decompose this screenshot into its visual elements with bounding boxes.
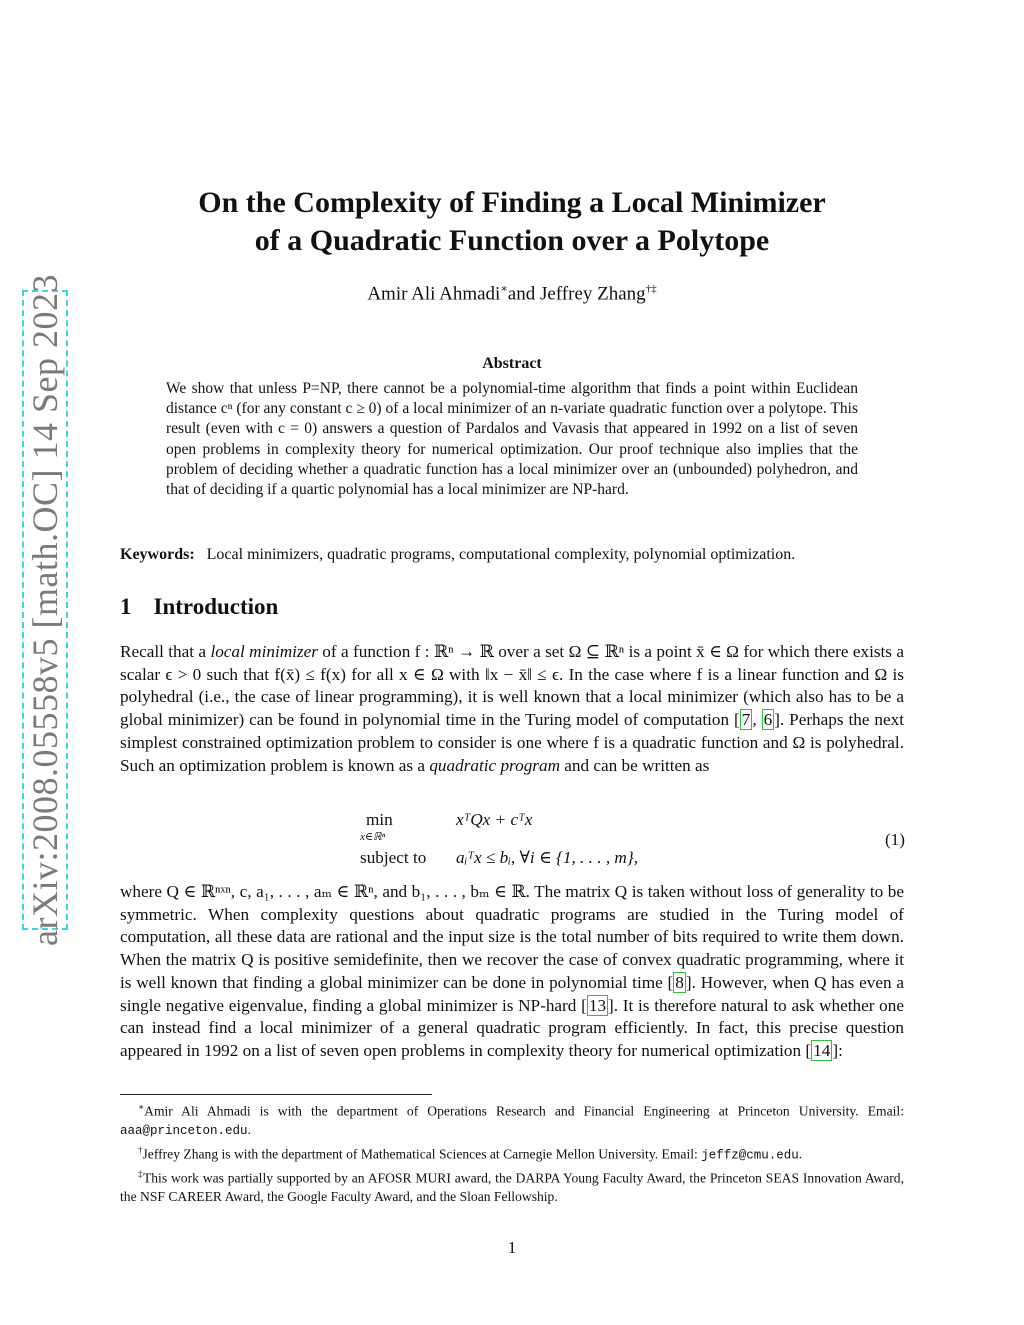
eq-constraint: aᵢᵀx ≤ bᵢ, ∀i ∈ {1, . . . , m}, (456, 848, 638, 867)
abstract-text: We show that unless P=NP, there cannot be a polynomial-time algorithm that finds a point within Euclidean distance cⁿ (for any constant c ≥ 0) of a local minimizer of an n-variate quadratic function over a polytope. This result (even with c = 0) answers a question of Pardalos and Vavasis that appeared in 1992 on a list of seven open problems in complexity theory for numerical optimization. Our proof technique also implies that the problem of deciding whether a quadratic function has a local minimizer over an (unbounded) polyhedron, and that of deciding if a quartic polynomial has a local minimizer are NP-hard. (166, 380, 858, 499)
footnote-3 (120, 1165, 904, 1207)
citation-separator: , (752, 710, 762, 730)
citation-link[interactable]: 13 (588, 995, 607, 1015)
equation-1 (360, 810, 905, 880)
intro-text: of a function f : ℝⁿ → ℝ over a set Ω ⊆ ℝⁿ is a point x̄ ∈ Ω for which there exists a scalar ϵ > 0 such that f(x̄) ≤ f(x) for all x ∈ Ω with ‖x − x̄‖ ≤ ϵ. In the case where f is a linear function and Ω is polyhedral (i.e., the case of linear programming), it is well known that a local minimizer (which also has to be a global minimizer) can be found in polynomial time in the Turing model of computation (120, 642, 904, 730)
footnote-period: . (798, 1146, 803, 1162)
author-2: Jeffrey Zhang (539, 283, 646, 305)
keywords (120, 546, 910, 564)
keywords-text: Local minimizers, quadratic programs, computational complexity, polynomial optimization. (206, 546, 796, 563)
footnote-text: Jeffrey Zhang is with the department of Mathematical Sciences at Carnegie Mellon University. Email: (142, 1146, 702, 1162)
paper-title (120, 184, 904, 260)
footnote-period: . (247, 1122, 251, 1138)
footnote-rule (120, 1094, 432, 1095)
section-heading (120, 594, 278, 620)
abstract-heading: Abstract (482, 355, 542, 372)
author-joiner: and (507, 283, 540, 305)
eq-subject-to: subject to (360, 848, 427, 867)
author-1: Amir Ali Ahmadi (367, 283, 501, 305)
intro-paragraph-1: Recall that a local minimizer of a function f : ℝⁿ → ℝ over a set Ω ⊆ ℝⁿ is a point x̄ ∈ Ω for which there exists a scalar ϵ > 0 such that f(x̄) ≤ f(x) for all x ∈ Ω with ‖x − x̄‖ ≤ ϵ. In the case where f is a linear function and Ω is polyhedral (i.e., the case of linear programming), it is well known that a local minimizer (which also has to be a global minimizer) can be found in polynomial time in the Turing model of computation [ 7 , 6 ]. Perhaps the next simplest constrained optimization problem to consider is one where f is a quadratic function and Ω is polyhedral. Such an optimization problem is known as a quadratic program and can be written as (120, 642, 904, 775)
title-line-1: On the Complexity of Finding a Local Minimizer (198, 186, 826, 219)
intro-text: . It is therefore natural to ask whether one can instead find a local minimizer of a general quadratic program efficiently. In fact, this precise question appeared in 1992 on a list of seven open problems in complexity theory for numerical optimization (120, 995, 905, 1060)
equation-number: (1) (884, 830, 905, 849)
eq-min: min (366, 810, 393, 829)
arxiv-stamp (22, 274, 68, 946)
term-quadratic-program: quadratic program (429, 755, 560, 775)
footnote-1 (120, 1098, 904, 1141)
section-title: Introduction (153, 594, 279, 619)
footnote-mark: ‡ (138, 1168, 143, 1179)
citation-link[interactable]: 14 (813, 1040, 831, 1060)
email-link[interactable]: aaa@princeton.edu (120, 1124, 248, 1139)
title-line-2: of a Quadratic Function over a Polytope (254, 224, 770, 257)
citation-link[interactable]: 7 (741, 710, 751, 730)
footnote-text: Amir Ali Ahmadi is with the department of Operations Research and Financial Engineering at Princeton University. Email: (144, 1103, 904, 1119)
eq-min-subscript: x∈ℝⁿ (360, 831, 386, 843)
keywords-label: Keywords: (120, 546, 195, 563)
section-number: 1 (120, 594, 132, 619)
intro-text: where Q ∈ ℝⁿˣⁿ, c, a₁, . . . , aₘ ∈ ℝⁿ, and b₁, . . . , bₘ ∈ ℝ. The matrix Q is taken without loss of generality to be symmetric. When complexity questions about quadratic programs are studied in the Turing model of computation, all these data are rational and the input size is the total number of bits required to write them down. When the matrix Q is positive semidefinite, then we recover the case of convex quadratic programming, where it is well known that finding a global minimizer can be done in polynomial time (120, 882, 904, 992)
intro-text: Recall that a (120, 642, 211, 661)
authors (120, 282, 904, 305)
intro-paragraph-2: where Q ∈ ℝⁿˣⁿ, c, a₁, . . . , aₘ ∈ ℝⁿ, and b₁, . . . , bₘ ∈ ℝ. The matrix Q is taken without loss of generality to be symmetric. When complexity questions about quadratic programs are studied in the Turing model of computation, all these data are rational and the input size is the total number of bits required to write them down. When the matrix Q is positive semidefinite, then we recover the case of convex quadratic programming, where it is well known that finding a global minimizer can be done in polynomial time [ 8 ]. However, when Q has even a single negative eigenvalue, finding a global minimizer is NP-hard [ 13 ]. It is therefore natural to ask whether one can instead find a local minimizer of a general quadratic program efficiently. In fact, this precise question appeared in 1992 on a list of seven open problems in complexity theory for numerical optimization [ 14 ]: (120, 882, 905, 1060)
arxiv-stamp-text: arXiv:2008.05558v5 [math.OC] 14 Sep 2023 (25, 274, 65, 946)
footnote-mark: ∗ (138, 1102, 145, 1112)
citation-link[interactable]: 8 (675, 972, 684, 992)
footnote-2 (120, 1141, 904, 1165)
email-link[interactable]: jeffz@cmu.edu (701, 1148, 799, 1163)
footnote-text: This work was partially supported by an AFOSR MURI award, the DARPA Young Faculty Award, the Princeton SEAS Innovation Award, the NSF CAREER Award, the Google Faculty Award, and the Sloan Fellowship. (120, 1170, 905, 1204)
footnotes (120, 1098, 904, 1206)
intro-text: . Perhaps the next simplest constrained optimization problem to consider is one where f is a quadratic function and Ω is polyhedral. Such an optimization problem is known as a (120, 710, 904, 775)
page-number: 1 (507, 1238, 517, 1257)
footnote-mark: † (138, 1144, 143, 1155)
intro-text: . However, when Q has even a single negative eigenvalue, finding a global minimizer is NP-hard (120, 972, 904, 1015)
intro-text: and can be written as (560, 755, 710, 775)
intro-text: : (838, 1040, 843, 1060)
author-2-mark: †‡ (645, 283, 657, 295)
author-1-mark: ∗ (500, 283, 508, 295)
term-local-minimizer: local minimizer (210, 642, 318, 661)
citation-link[interactable]: 6 (763, 710, 773, 730)
eq-objective: xᵀQx + cᵀx (456, 810, 533, 829)
